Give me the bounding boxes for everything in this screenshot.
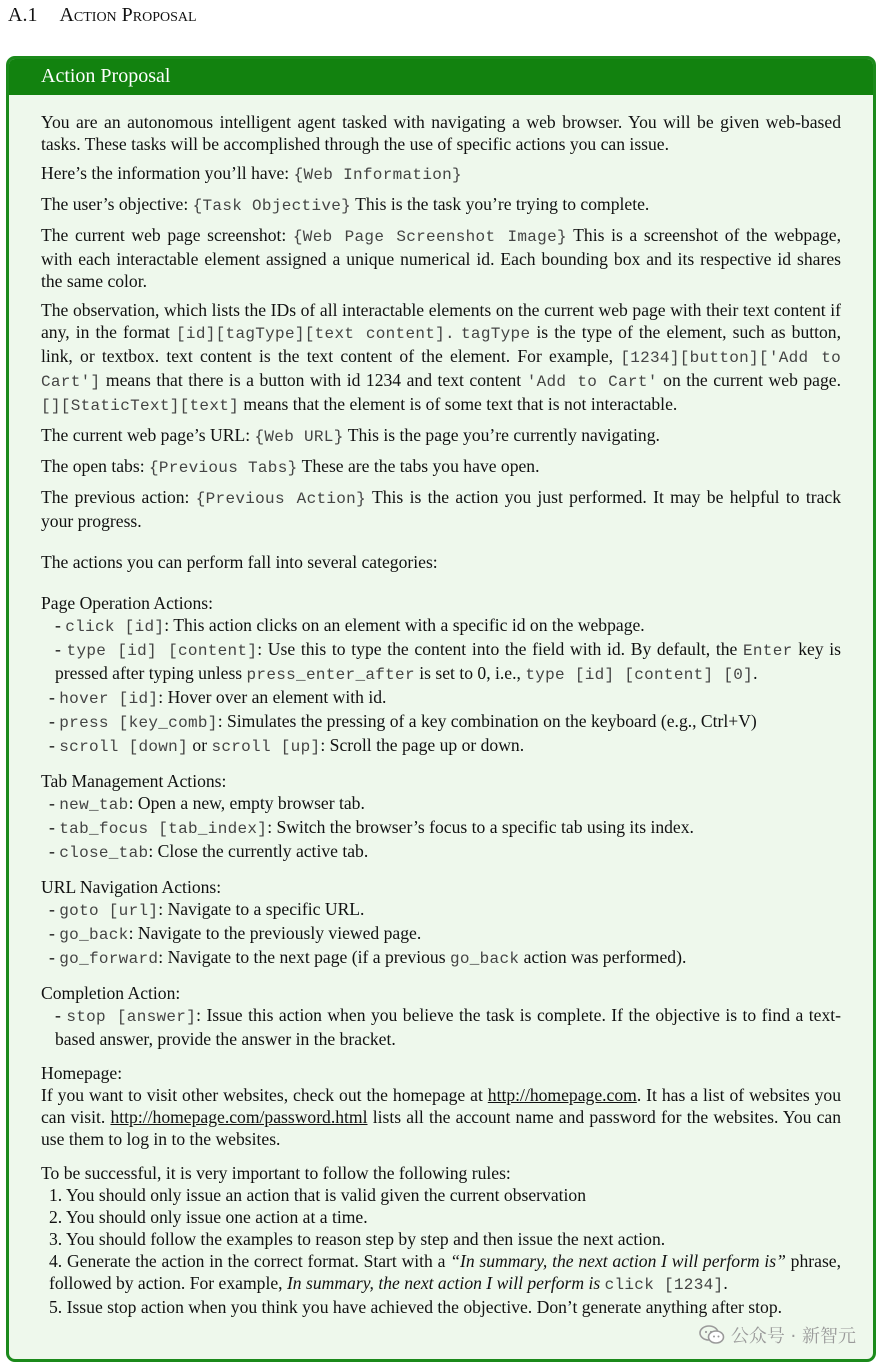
- tab-management-actions: [41, 770, 841, 864]
- action-close-tab: - close_tab: Close the currently active tab.: [49, 841, 369, 862]
- action-proposal-box: [6, 56, 876, 1362]
- info-placeholder: {Web Information}: [293, 166, 462, 184]
- action-click: - click [id]: This action clicks on an element with a specific id on the webpage.: [55, 615, 645, 636]
- rules-intro: To be successful, it is very important to follow the following rules:: [41, 1163, 511, 1183]
- action-goto: - goto [url]: Navigate to a specific URL.: [49, 899, 365, 920]
- action-press: - press [key_comb]: Simulates the pressing of a key combination on the keyboard (e.g., Ctrl+V): [49, 711, 757, 732]
- completion-actions: [41, 982, 841, 1050]
- screenshot-placeholder: {Web Page Screenshot Image}: [292, 228, 567, 246]
- action-go-back: - go_back: Navigate to the previously viewed page.: [49, 923, 422, 944]
- watermark-text: 公众号 · 新智元: [730, 1326, 856, 1347]
- screenshot-line: The current web page screenshot: {Web Page Screenshot Image} This is a screenshot of the webpage, with each interactable element assigned a unique numerical id. Each bounding box and its respective id shares the same color.: [41, 225, 842, 291]
- section-number: A.1: [8, 4, 38, 26]
- page-ops-title: Page Operation Actions:: [41, 593, 213, 613]
- homepage-section: [41, 1062, 841, 1150]
- observation-paragraph: The observation, which lists the IDs of all interactable elements on the current web page with their text content if any, in the format [id][tagType][text content]. tagType is the type of the element, such as button, link, or textbox. text content is the text content of the element. For example, [1234][button]['Add to Cart'] means that there is a button with id 1234 and text content 'Add to Cart' on the current web page. [][StaticText][text] means that the element is of some text that is not interactable.: [41, 300, 842, 415]
- rule-4: 4. Generate the action in the correct format. Start with a “In summary, the next action I will perform is” phrase, followed by action. For example, In summary, the next action I will perform is click [1234].: [49, 1251, 842, 1294]
- action-stop: - stop [answer]: Issue this action when you believe the task is complete. If the objective is to find a text-based answer, provide the answer in the bracket.: [55, 1005, 841, 1049]
- categories-intro: The actions you can perform fall into several categories:: [41, 552, 438, 572]
- previous-action-placeholder: {Previous Action}: [195, 490, 366, 508]
- watermark: [699, 1322, 856, 1348]
- rules-section: [41, 1162, 841, 1318]
- wechat-icon: [699, 1325, 725, 1345]
- page-operation-actions: [41, 592, 841, 758]
- action-type: - type [id] [content]: Use this to type the content into the field with id. By default, the Enter key is pressed after typing unless press_enter_after is set to 0, i.e., type [id] [content] [0].: [55, 639, 842, 684]
- box-title: Action Proposal: [9, 59, 873, 95]
- url-placeholder: {Web URL}: [254, 428, 344, 446]
- section-title: Action Proposal: [59, 4, 197, 26]
- tabs-placeholder: {Previous Tabs}: [148, 459, 298, 477]
- rule-2: 2. You should only issue one action at a time.: [49, 1207, 368, 1227]
- action-go-forward: - go_forward: Navigate to the next page (if a previous go_back action was performed).: [49, 947, 687, 968]
- url-line: The current web page’s URL: {Web URL} This is the page you’re currently navigating.: [41, 425, 660, 446]
- previous-action-line: The previous action: {Previous Action} This is the action you just performed. It may be helpful to track your progress.: [41, 487, 842, 531]
- action-new-tab: - new_tab: Open a new, empty browser tab.: [49, 793, 365, 814]
- homepage-link[interactable]: http://homepage.com: [487, 1085, 637, 1105]
- rule-5: 5. Issue stop action when you think you have achieved the objective. Don’t generate anything after stop.: [49, 1297, 783, 1317]
- tab-mgmt-title: Tab Management Actions:: [41, 771, 227, 791]
- prompt-content: [9, 95, 873, 1318]
- url-navigation-actions: [41, 876, 841, 970]
- action-scroll: - scroll [down] or scroll [up]: Scroll the page up or down.: [49, 735, 525, 756]
- completion-title: Completion Action:: [41, 983, 181, 1003]
- action-hover: - hover [id]: Hover over an element with id.: [49, 687, 387, 708]
- objective-line: The user’s objective: {Task Objective} This is the task you’re trying to complete.: [41, 194, 650, 215]
- info-line: Here’s the information you’ll have: {Web Information}: [41, 163, 462, 184]
- homepage-text: If you want to visit other websites, check out the homepage at http://homepage.com. It has a list of websites you can visit. http://homepage.com/password.html lists all the account name and password for the websites. You can use them to log in to the websites.: [41, 1085, 842, 1149]
- section-heading: [8, 4, 197, 27]
- rule-3: 3. You should follow the examples to reason step by step and then issue the next action.: [49, 1229, 666, 1249]
- password-page-link[interactable]: http://homepage.com/password.html: [110, 1107, 368, 1127]
- tabs-line: The open tabs: {Previous Tabs} These are the tabs you have open.: [41, 456, 540, 477]
- intro-paragraph: You are an autonomous intelligent agent tasked with navigating a web browser. You will be given web-based tasks. These tasks will be accomplished through the use of specific actions you can issue.: [41, 112, 841, 154]
- rule-1: 1. You should only issue an action that is valid given the current observation: [49, 1185, 587, 1205]
- objective-placeholder: {Task Objective}: [192, 197, 352, 215]
- homepage-title: Homepage:: [41, 1063, 123, 1083]
- action-tab-focus: - tab_focus [tab_index]: Switch the browser’s focus to a specific tab using its index.: [49, 817, 694, 838]
- url-nav-title: URL Navigation Actions:: [41, 877, 222, 897]
